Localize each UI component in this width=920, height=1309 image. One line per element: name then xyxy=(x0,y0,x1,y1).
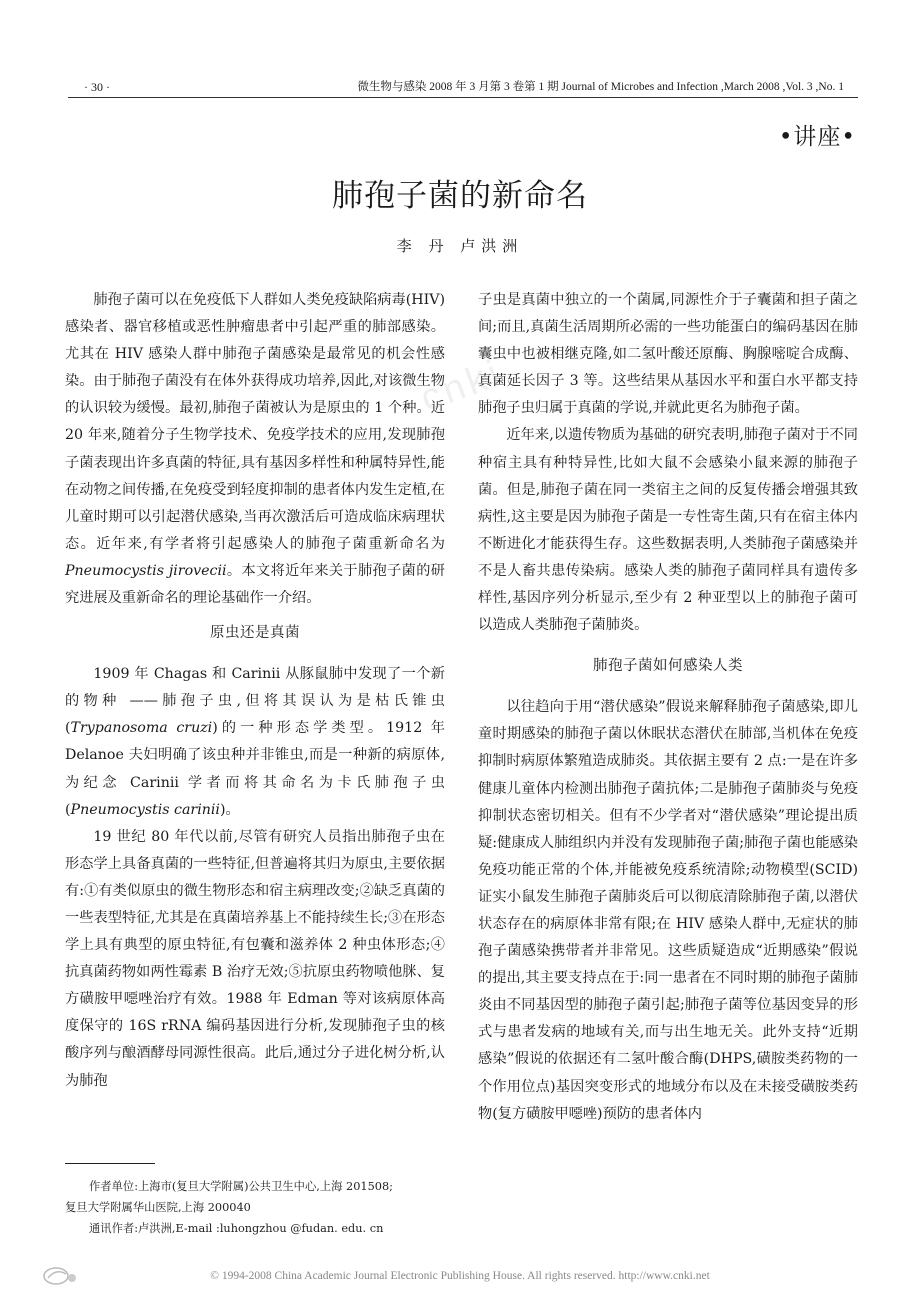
paragraph: 1909 年 Chagas 和 Carinii 从豚鼠肺中发现了一个新的物种 ——肺孢子虫,但将其误认为是枯氏锥虫(Trypanosoma cruzi)的一种形态学类型。1912 年 Delanoe 夫妇明确了该虫种并非锥虫,而是一种新的病原体,为纪念 Carinii 学者而将其命名为卡氏肺孢子虫(Pneumocystis carinii)。 xyxy=(65,666,445,818)
header-rule xyxy=(68,97,858,98)
article-title: 肺孢子菌的新命名 xyxy=(332,178,588,214)
cnki-watermark: cnki xyxy=(415,352,509,421)
section-heading: 肺孢子菌如何感染人类 xyxy=(593,658,743,675)
copyright-notice: © 1994-2008 China Academic Journal Electronic Publishing House. All rights reserved. http://www.cnki.net xyxy=(210,1270,710,1282)
article-authors: 李 丹 卢洪洲 xyxy=(396,237,524,255)
footnote-corresponding: 通讯作者:卢洪洲,E-mail :luhongzhou @fudan. edu. cn xyxy=(89,1222,384,1235)
footnote-affiliation: 作者单位:上海市(复旦大学附属)公共卫生中心,上海 201508; xyxy=(89,1180,393,1193)
journal-header: 微生物与感染 2008 年 3 月第 3 卷第 1 期 Journal of Microbes and Infection ,March 2008 ,Vol. 3 ,No. 1 xyxy=(357,81,844,93)
paragraph: 肺孢子菌可以在免疫低下人群如人类免疫缺陷病毒(HIV)感染者、器官移植或恶性肿瘤患者中引起严重的肺部感染。尤其在 HIV 感染人群中肺孢子菌感染是最常见的机会性感染。由于肺孢子菌没有在体外获得成功培养,因此,对该微生物的认识较为缓慢。最初,肺孢子菌被认为是原虫的 1 个种。近 20 年来,随着分子生物学技术、免疫学技术的应用,发现肺孢子菌表现出许多真菌的特征,具有基因多样性和种属特异性,能在动物之间传播,在免疫受到轻度抑制的患者体内发生定植,在儿童时期可以引起潜伏感染,当再次激活后可造成临床病理状态。近年来,有学者将引起感染人的肺孢子菌重新命名为 Pneumocystis jirovecii。本文将近年来关于肺孢子菌的研究进展及重新命名的理论基础作一介绍。 xyxy=(65,292,445,607)
section-heading: 原虫还是真菌 xyxy=(210,625,300,642)
footnotes xyxy=(65,1176,445,1239)
paragraph: 近年来,以遗传物质为基础的研究表明,肺孢子菌对于不同种宿主具有种特异性,比如大鼠不会感染小鼠来源的肺孢子菌。但是,肺孢子菌在同一类宿主之间的反复传播会增强其致病性,这主要是因为肺孢子菌是一专性寄生菌,只有在宿主体内不断进化才能获得生存。这些数据表明,人类肺孢子菌感染并不是人畜共患传染病。感染人类的肺孢子菌同样具有遗传多样性,基因序列分析显示,至少有 2 种亚型以上的肺孢子菌可以造成人类肺孢子菌肺炎。 xyxy=(478,427,858,634)
paragraph: 以往趋向于用“潜伏感染”假说来解释肺孢子菌感染,即儿童时期感染的肺孢子菌以休眠状态潜伏在肺部,当机体在免疫抑制时病原体繁殖造成肺炎。其依据主要有 2 点:一是在许多健康儿童体内检测出肺孢子菌抗体;二是肺孢子菌肺炎与免疫抑制状态密切相关。但有不少学者对“潜伏感染”理论提出质疑:健康成人肺组织内并没有发现肺孢子菌;肺孢子菌也能感染免疫功能正常的个体,并能被免疫系统清除;动物模型(SCID)证实小鼠发生肺孢子菌肺炎后可以彻底清除肺孢子菌,以潜伏状态存在的病原体非常有限;在 HIV 感染人群中,无症状的肺孢子菌感染携带者并非常见。这些质疑造成“近期感染”假说的提出,其主要支持点在于:同一患者在不同时期的肺孢子菌肺炎由不同基因型的肺孢子菌引起;肺孢子菌等位基因变异的形式与患者发病的地域有关,而与出生地无关。此外支持“近期感染”假说的依据还有二氢叶酸合酶(DHPS,磺胺类药物的一个作用位点)基因突变形式的地域分布以及在未接受磺胺类药物(复方磺胺甲噁唑)预防的患者体内 xyxy=(478,699,858,1122)
left-column xyxy=(65,287,445,1095)
page-number: · 30 · xyxy=(84,80,110,94)
paragraph: 19 世纪 80 年代以前,尽管有研究人员指出肺孢子虫在形态学上具备真菌的一些特征,但普遍将其归为原虫,主要依据有:①有类似原虫的微生物形态和宿主病理改变;②缺乏真菌的一些表型特征,尤其是在真菌培养基上不能持续生长;③在形态学上具有典型的原虫特征,有包囊和滋养体 2 种虫体形态;④抗真菌药物如两性霉素 B 治疗无效;⑤抗原虫药物喷他脒、复方磺胺甲噁唑治疗有效。1988 年 Edman 等对该病原体高度保守的 16S rRNA 编码基因进行分析,发现肺孢子虫的核酸序列与酿酒酵母同源性很高。此后,通过分子进化树分析,认为肺孢 xyxy=(65,828,445,1089)
column-tag: •讲座• xyxy=(778,124,856,150)
right-column xyxy=(478,287,858,1128)
footnote-rule xyxy=(65,1163,155,1164)
footnote-affiliation-cont: 复旦大学附属华山医院,上海 200040 xyxy=(65,1201,251,1214)
paragraph: 子虫是真菌中独立的一个菌属,同源性介于子囊菌和担子菌之间;而且,真菌生活周期所必需的一些功能蛋白的编码基因在肺囊虫中也被相继克隆,如二氢叶酸还原酶、胸腺嘧啶合成酶、真菌延长因子 3 等。这些结果从基因水平和蛋白水平都支持肺孢子虫归属于真菌的学说,并就此更名为肺孢子菌。 xyxy=(478,292,858,417)
